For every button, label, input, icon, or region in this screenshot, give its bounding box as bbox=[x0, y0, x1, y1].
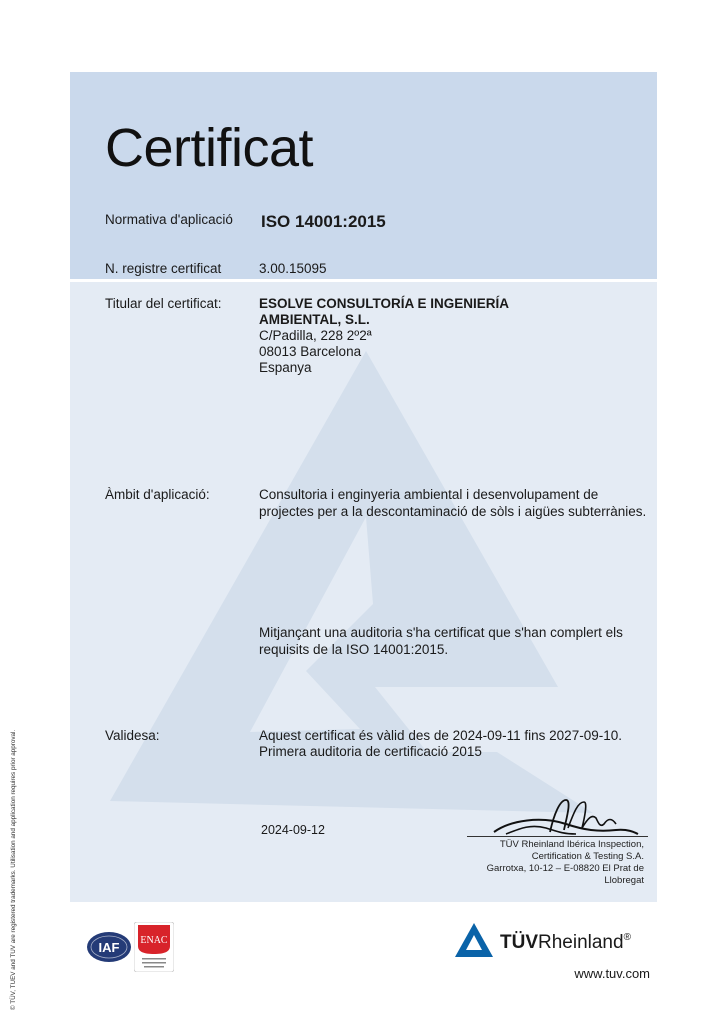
iaf-logo bbox=[86, 930, 132, 964]
website-link[interactable]: www.tuv.com bbox=[574, 966, 650, 981]
titular-name-line2: AMBIENTAL, S.L. bbox=[259, 312, 370, 327]
issue-date: 2024-09-12 bbox=[261, 823, 325, 837]
issuer-line4: Llobregat bbox=[604, 875, 644, 886]
tuv-rheinland-wordmark bbox=[500, 932, 631, 954]
trademark-note: © TÜV, TUEV and TUV are registered trademarks. Utilisation and application requires prior approval. bbox=[10, 729, 17, 1010]
normativa-value: ISO 14001:2015 bbox=[261, 212, 386, 231]
validesa-line2: Primera auditoria de certificació 2015 bbox=[259, 744, 482, 759]
certificate-panel bbox=[70, 72, 657, 902]
auditoria-line2: requisits de la ISO 14001:2015. bbox=[259, 642, 449, 657]
issuer-line1: TÜV Rheinland Ibérica Inspection, bbox=[499, 839, 644, 850]
titular-label: Titular del certificat: bbox=[105, 296, 222, 311]
signature bbox=[466, 794, 646, 842]
normativa-label: Normativa d'aplicació bbox=[105, 212, 233, 227]
ambit-label: Àmbit d'aplicació: bbox=[105, 487, 210, 502]
titular-address-line2: 08013 Barcelona bbox=[259, 344, 362, 359]
enac-logo-text: ENAC bbox=[140, 935, 168, 946]
validesa-label: Validesa: bbox=[105, 728, 160, 743]
issuer-block bbox=[466, 839, 644, 887]
certificate-title: Certificat bbox=[105, 118, 314, 178]
ambit-line2: projectes per a la descontaminació de sòls i aigües subterrànies. bbox=[259, 504, 647, 519]
ambit-line1: Consultoria i enginyeria ambiental i desenvolupament de bbox=[259, 487, 599, 502]
tuv-triangle-logo bbox=[454, 922, 494, 958]
registre-value: 3.00.15095 bbox=[259, 261, 327, 276]
auditoria-line1: Mitjançant una auditoria s'ha certificat que s'han complert els bbox=[259, 625, 623, 640]
signature-line bbox=[467, 836, 648, 837]
titular-address-line1: C/Padilla, 228 2º2ª bbox=[259, 328, 372, 343]
titular-name-line1: ESOLVE CONSULTORÍA E INGENIERÍA bbox=[259, 296, 510, 311]
issuer-line3: Garrotxa, 10-12 – E-08820 El Prat de bbox=[486, 863, 644, 874]
tuv-wordmark-bold: TÜV bbox=[500, 932, 538, 953]
titular-address-line3: Espanya bbox=[259, 360, 312, 375]
issuer-line2: Certification & Testing S.A. bbox=[531, 851, 644, 862]
enac-logo bbox=[134, 922, 174, 972]
tuv-wordmark-rest: Rheinland bbox=[538, 932, 624, 953]
tuv-registered-mark: ® bbox=[623, 932, 631, 943]
iaf-logo-text: IAF bbox=[98, 940, 120, 955]
registre-label: N. registre certificat bbox=[105, 261, 222, 276]
validesa-line1: Aquest certificat és vàlid des de 2024-09-11 fins 2027-09-10. bbox=[259, 728, 622, 743]
